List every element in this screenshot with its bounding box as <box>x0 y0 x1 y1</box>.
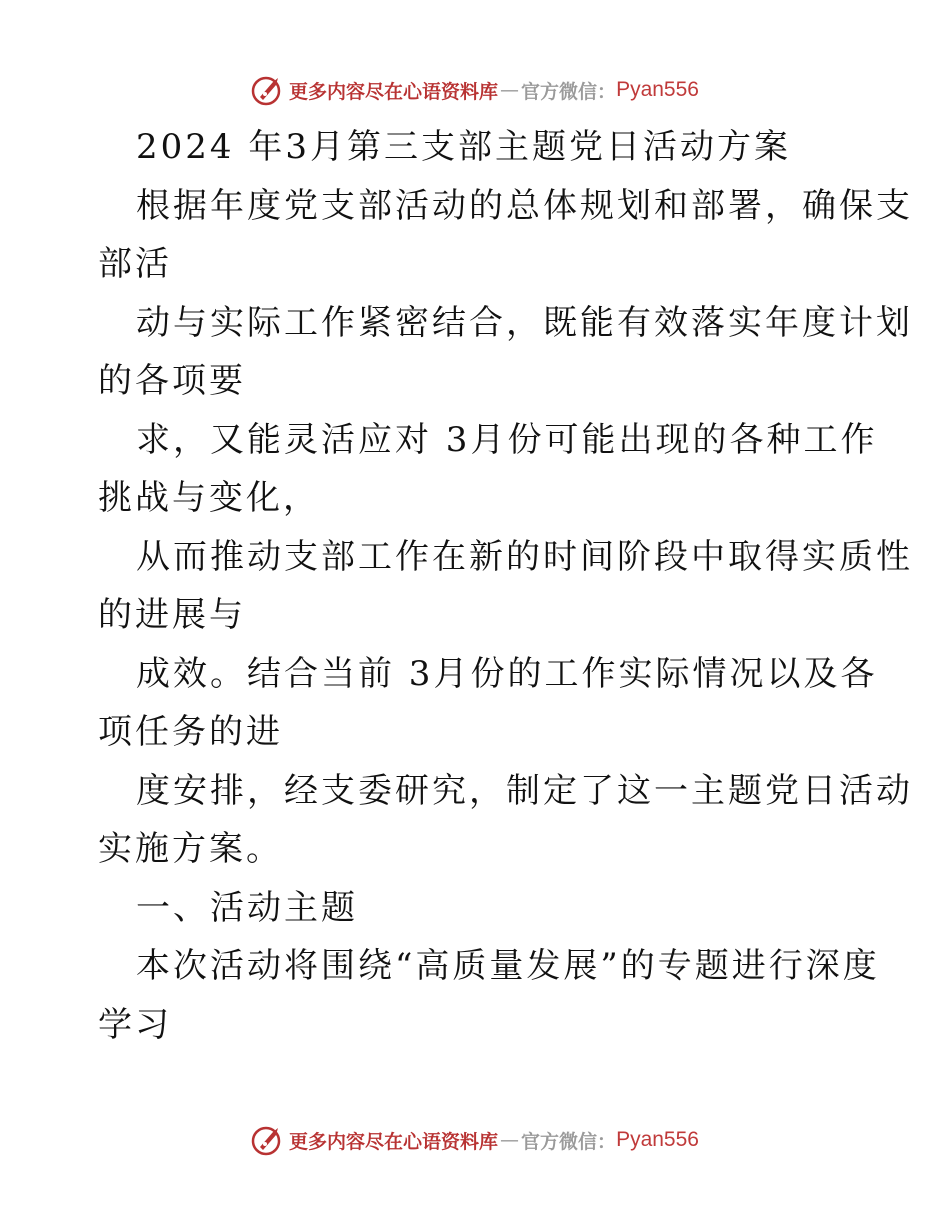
document-line: 的进展与 <box>98 595 246 635</box>
document-body <box>98 118 913 1054</box>
document-line: 求，又能灵活应对 3月份可能出现的各种工作 <box>136 419 878 460</box>
document-line: 2024 年3月第三支部主题党日活动方案 <box>136 127 791 167</box>
pen-nib-icon <box>251 73 285 107</box>
document-line: 学习 <box>98 1004 172 1045</box>
watermark-official-label: 官方微信： <box>521 1130 617 1153</box>
document-line: 一、活动主题 <box>136 887 358 928</box>
document-line: 成效。结合当前 3月份的工作实际情况以及各 <box>136 653 878 694</box>
pen-nib-icon <box>251 1123 285 1157</box>
document-line: 度安排，经支委研究，制定了这一主题党日活动 <box>136 770 913 811</box>
document-line: 部活 <box>98 244 172 284</box>
watermark-text: 更多内容尽在心语资料库 <box>289 80 499 103</box>
watermark-dash: — <box>500 79 520 101</box>
footer-watermark <box>0 1120 950 1160</box>
watermark-wechat-id: Pyan556 <box>616 1128 699 1151</box>
watermark-dash: — <box>500 1129 520 1151</box>
watermark-wechat-id: Pyan556 <box>616 78 699 101</box>
document-line: 项任务的进 <box>98 712 283 752</box>
watermark-official-label: 官方微信： <box>521 80 617 103</box>
document-line: 实施方案。 <box>98 829 283 869</box>
document-line: 从而推动支部工作在新的时间阶段中取得实质性 <box>136 536 913 577</box>
watermark-text: 更多内容尽在心语资料库 <box>289 1130 499 1153</box>
document-line: 的各项要 <box>98 361 246 401</box>
header-watermark <box>0 70 950 110</box>
document-line: 根据年度党支部活动的总体规划和部署，确保支 <box>136 185 913 226</box>
document-line: 动与实际工作紧密结合，既能有效落实年度计划 <box>136 302 913 343</box>
document-line: 本次活动将围绕“高质量发展”的专题进行深度 <box>136 946 880 986</box>
document-line: 挑战与变化， <box>98 478 320 518</box>
